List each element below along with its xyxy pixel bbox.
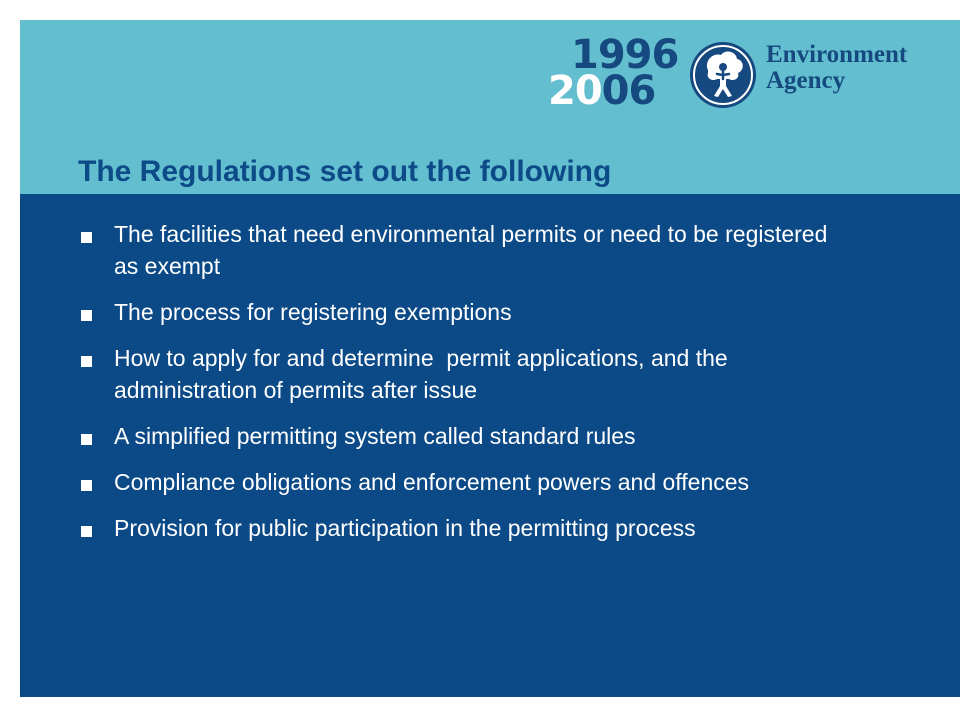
agency-logo-text	[766, 42, 907, 94]
bullet-item	[78, 218, 858, 282]
year-end-part1: 20	[548, 68, 602, 114]
bullet-square-icon	[81, 310, 92, 321]
slide-title: The Regulations set out the following	[78, 155, 612, 188]
year-start: 1996	[571, 32, 679, 78]
bullet-item	[78, 420, 858, 452]
slide	[20, 20, 960, 697]
bullet-square-icon	[81, 526, 92, 537]
bullet-text: Provision for public participation in the permitting process	[114, 515, 696, 541]
bullet-list	[78, 218, 858, 558]
bullet-text: The facilities that need environmental permits or need to be registered as exempt	[114, 221, 828, 279]
bullet-text: The process for registering exemptions	[114, 299, 512, 325]
logo-line-2: Agency	[766, 67, 846, 94]
year-end-part2: 06	[601, 68, 656, 114]
bullet-item	[78, 296, 858, 328]
bullet-text: How to apply for and determine permit applications, and the administration of permits after issue	[114, 345, 735, 403]
bullet-square-icon	[81, 434, 92, 445]
anniversary-years	[548, 32, 679, 114]
bullet-text: A simplified permitting system called standard rules	[114, 423, 636, 449]
bullet-square-icon	[81, 356, 92, 367]
bullet-item	[78, 466, 858, 498]
tree-figure-icon	[688, 40, 758, 110]
bullet-item	[78, 512, 858, 544]
bullet-square-icon	[81, 480, 92, 491]
year-end	[548, 68, 656, 114]
bullet-square-icon	[81, 232, 92, 243]
bullet-item	[78, 342, 858, 406]
logo-line-1: Environment	[766, 41, 908, 68]
bullet-text: Compliance obligations and enforcement powers and offences	[114, 469, 750, 495]
